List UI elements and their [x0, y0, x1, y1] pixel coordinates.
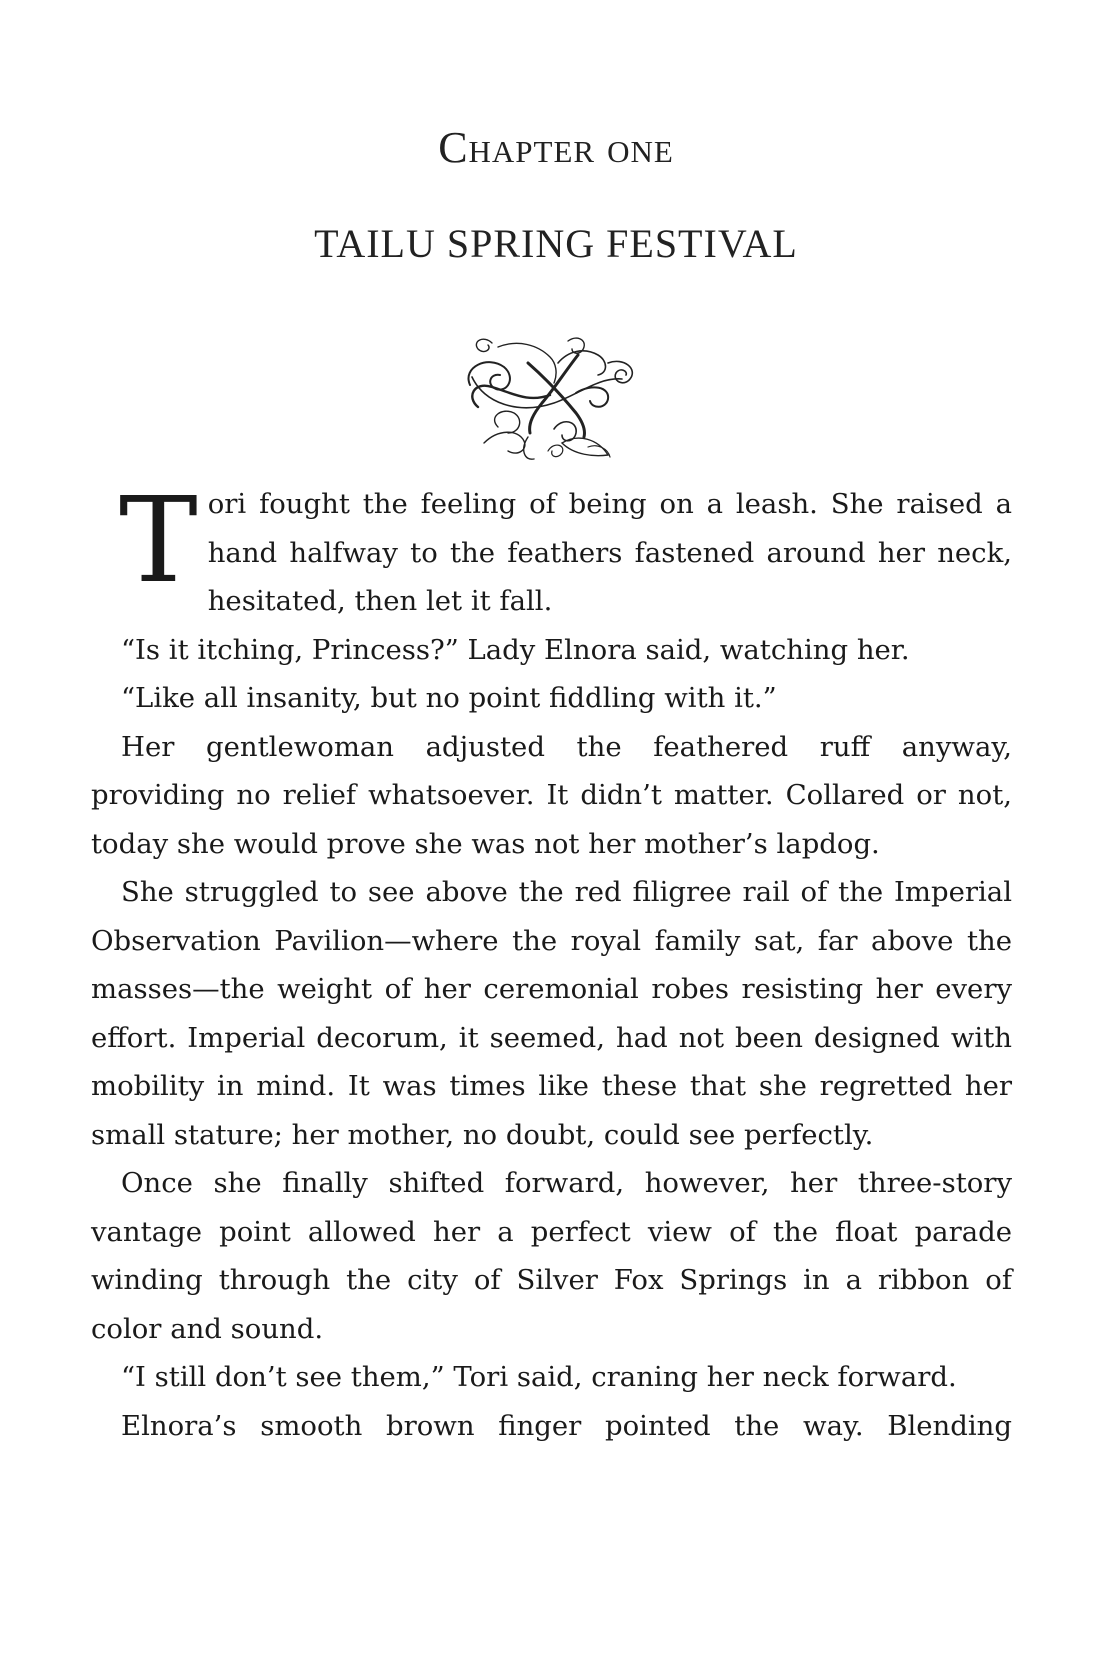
paragraph: “Is it itching, Princess?” Lady Elnora said, watching her. [121, 633, 910, 666]
paragraph: Elnora’s smooth brown finger pointed the way. Blending [121, 1409, 1012, 1442]
paragraph: She struggled to see above the red filigree rail of the Imperial Observation Pavilion—where the royal family sat, far above the masses—the weight of her ceremonial robes resisting her every effort. Imperial decorum, it seemed, had not been designed with mobility in mind. It was times like these that she regretted her small stature; her mother, no doubt, could see perfectly. [91, 876, 1012, 1151]
paragraph-opening [91, 471, 1012, 626]
drop-cap: T [119, 471, 198, 609]
chapter-label: Chapter one [438, 123, 674, 172]
flourish-ornament-icon [458, 333, 644, 465]
paragraph: Her gentlewoman adjusted the feathered ruff anyway, providing no relief whatsoever. It didn’t matter. Collared or not, today she would prove she was not her mother’s lapdog. [91, 730, 1012, 860]
chapter-title: TAILU SPRING FESTIVAL [314, 221, 798, 266]
paragraph: Once she finally shifted forward, however, her three-story vantage point allowed her a perfect view of the float parade winding through the city of Silver Fox Springs in a ribbon of color and sound. [91, 1167, 1012, 1345]
paragraph: “I still don’t see them,” Tori said, craning her neck forward. [121, 1361, 957, 1393]
chapter-body [91, 471, 1012, 1450]
paragraph-text: ori fought the feeling of being on a leash. She raised a hand halfway to the feathers fastened around her neck, hesitated, then let it fall. [207, 488, 1012, 617]
paragraph: “Like all insanity, but no point fiddling with it.” [121, 682, 777, 714]
